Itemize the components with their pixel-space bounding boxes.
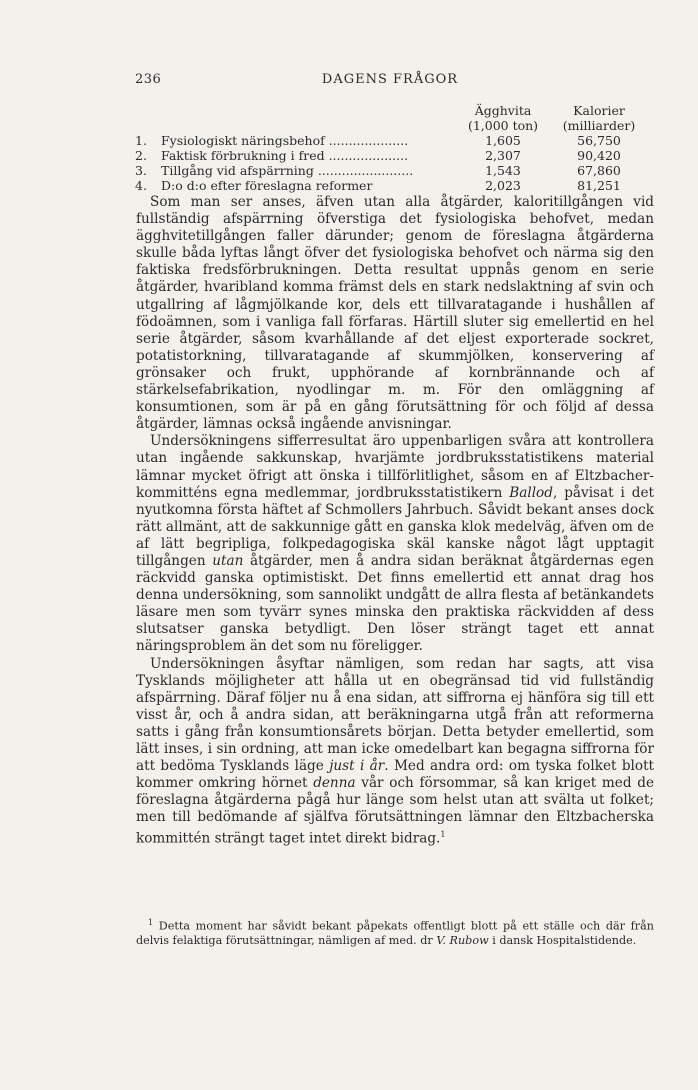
italic-term: denna	[313, 775, 356, 792]
page-number: 236	[135, 72, 162, 87]
italic-term: V. Rubow	[436, 933, 489, 947]
italic-term: Ballod	[509, 484, 553, 501]
table-row: 2. Faktisk förbrukning i fred .................... 2,307 90,420	[135, 148, 621, 163]
italic-term: just i år	[329, 758, 385, 775]
paragraph: Undersökningens sifferresultat äro uppenbarligen svåra att kontrollera utan ingående sakkunskap, hvarjämte jordbruksstatistikens material lämnar mycket öfrigt att önska i tillförlitlighet, såsom en af Eltzbacher-kommitténs egna medlemmar, jordbruksstatistikern Ballod, påvisat i det nyutkomna första häftet af Schmollers Jahrbuch. Såvidt bekant anses dock rätt allmänt, att de sakkunnige gått en ganska klok medelväg, äfven om de af lätt begripliga, folkpedagogiska skäl kanske något lågt upptagit tillgången utan åtgärder, men å andra sidan beräknat åtgärdernas egen räckvidd ganska optimistiskt. Det finns emellertid ett annat drag hos denna undersökning, som sannolikt undgått de allra flesta af betänkandets läsare men som tyvärr synes minska den praktiska räckvidden af dess slutsatser ganska betydligt. Den löser strängt taget ett annat näringsproblem än det som nu föreligger.	[136, 433, 655, 655]
table-row: 3. Tillgång vid afspärrning ........................ 1,543 67,860	[135, 163, 621, 178]
col-header-protein: Ägghvita (1,000 ton)	[467, 103, 539, 133]
body-text	[136, 194, 654, 848]
table-header	[135, 103, 645, 133]
col-header-calories: Kalorier (milliarder)	[562, 103, 636, 133]
footnote-mark: 1	[440, 830, 446, 840]
footnote-text: $^1$ Detta moment har såvidt bekant påpekats offentligt blott på ett ställe och där från delvis felaktiga förutsättningar, nämligen af med. dr V. Rubow i dansk Hospitalstidende.	[136, 918, 655, 947]
paragraph: Som man ser anses, äfven utan alla åtgärder, kaloritillgången vid fullständig afspärrning öfverstiga det fysiologiska behofvet, medan ägghvitetillgången faller därunder; genom de föreslagna åtgärderna skulle båda lyftas långt öfver det fysiologiska behofvet och närma sig den faktiska fredsförbrukningen. Detta resultat uppnås genom en serie åtgärder, hvaribland komma främst dels en stark nedslaktning af svin och utgallring af lågmjölkande kor, dels ett tillvaratagande i hushållen af födoämnen, som i vanliga fall förfaras. Härtill sluter sig emellertid en hel serie åtgärder, såsom kvarhållande af det eljest exporterade sockret, potatistorkning, tillvaratagande af skummjölken, konservering af grönsaker och frukt, upphörande af kornbrännande och af stärkelsefabrikation, nyodlingar m. m. För den omläggning af konsumtionen, som är på en gång förutsättning för och följd af dessa åtgärder, lämnas också ingående anvisningar.	[136, 194, 654, 433]
italic-term: utan	[212, 552, 244, 569]
running-title: DAGENS FRÅGOR	[321, 72, 459, 87]
paragraph: Undersökningen åsyftar nämligen, som redan har sagts, att visa Tysklands möjligheter att hålla ut en obegränsad tid vid fullständig afspärrning. Däraf följer nu å ena sidan, att siffrorna ej hänföra sig till ett visst år, och å andra sidan, att beräkningarna utgå från att reformerna satts i gång från konsumtionsårets början. Detta betyder emellertid, som lätt inses, i sin ordning, att man icke omedelbart kan begagna siffrorna för att bedöma Tysklands läge just i år. Med andra ord: om tyska folket blott kommer omkring hörnet denna vår och försommar, så kan kriget med de föreslagna åtgärderna pågå hur länge som helst utan att svälta ut folket; men till bedömande af själfva förutsättningen lämnar den Eltzbacherska kommittén strängt taget intet direkt bidrag.$^1$	[136, 655, 654, 847]
footnote-mark: 1	[148, 918, 154, 927]
data-table	[135, 103, 645, 193]
footnote	[136, 916, 654, 948]
table-row: 4. D:o d:o efter föreslagna reformer 2,023 81,251	[135, 178, 621, 193]
table-row: 1. Fysiologiskt näringsbehof .................... 1,605 56,750	[135, 133, 621, 148]
